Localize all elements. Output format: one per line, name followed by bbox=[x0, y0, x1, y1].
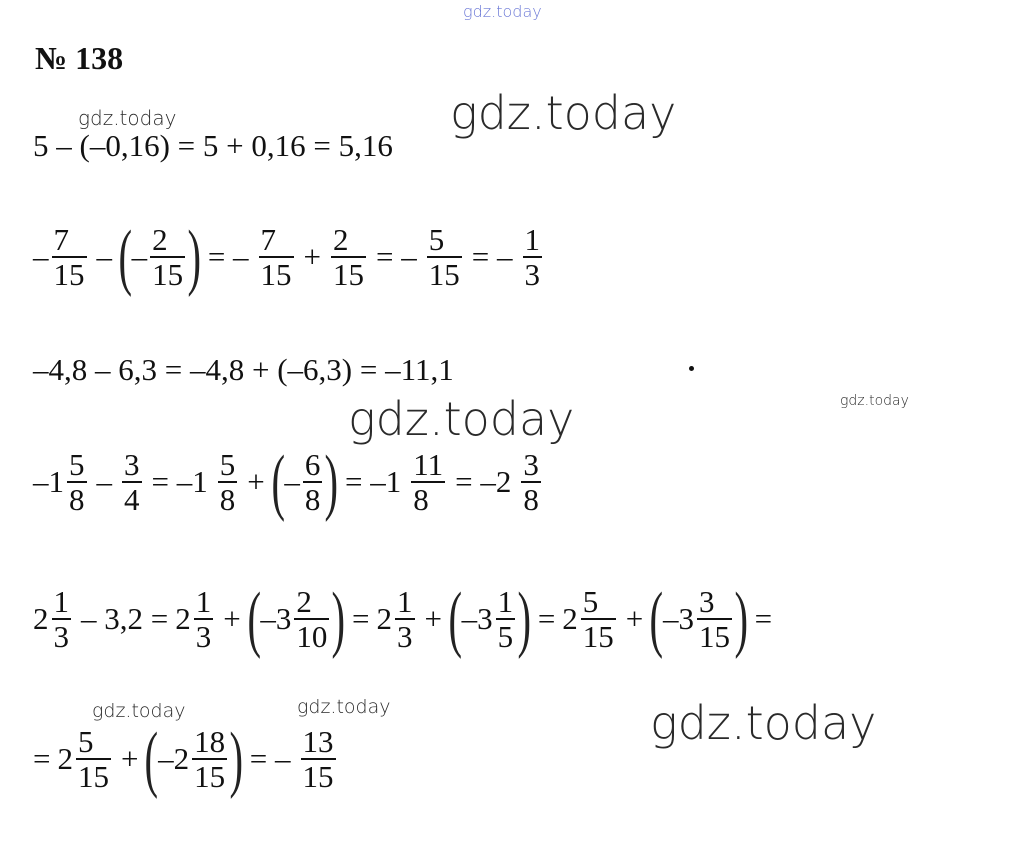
watermark-top: gdz.today bbox=[463, 2, 542, 21]
watermark-small: gdz.today bbox=[92, 700, 186, 722]
mixed-whole: –3 bbox=[260, 601, 292, 636]
watermark-large: gdz.today bbox=[650, 696, 877, 750]
fraction: $\frac{3}{4}$ bbox=[124, 446, 140, 517]
watermark-large: gdz.today bbox=[348, 392, 575, 446]
mixed-whole: –3 bbox=[662, 601, 694, 636]
minus-sign: – bbox=[33, 239, 49, 274]
fraction: $\frac{1}{3}$ bbox=[195, 583, 212, 654]
mixed-whole: 2 bbox=[376, 601, 393, 636]
left-paren: ( bbox=[649, 578, 664, 660]
left-paren: ( bbox=[145, 718, 159, 800]
equation-line-3 bbox=[33, 352, 454, 388]
fraction: $\frac{3}{15}$ bbox=[698, 583, 730, 654]
fraction: $\frac{2}{15}$ bbox=[333, 221, 365, 292]
equals-sign: = – bbox=[249, 741, 291, 776]
right-paren: ) bbox=[229, 718, 244, 800]
mixed-whole: 2 bbox=[562, 601, 578, 636]
equals-sign: = –1 bbox=[345, 464, 402, 499]
mixed-whole: 2 bbox=[175, 601, 191, 636]
plus-sign: + bbox=[303, 239, 322, 274]
equals-sign: = bbox=[33, 741, 51, 776]
watermark-tiny: gdz.today bbox=[840, 393, 909, 409]
equals-sign: = – bbox=[376, 239, 417, 274]
fraction: $\frac{18}{15}$ bbox=[194, 723, 226, 794]
watermark-large: gdz.today bbox=[450, 86, 677, 140]
fraction: $\frac{5}{8}$ bbox=[219, 446, 236, 517]
plus-sign: + bbox=[625, 601, 644, 636]
right-paren: ) bbox=[331, 578, 346, 660]
equation-line-4 bbox=[33, 441, 544, 523]
mixed-whole: –2 bbox=[158, 741, 190, 776]
minus-sign: – bbox=[131, 239, 148, 274]
expression-text: – 3,2 = bbox=[81, 601, 169, 636]
equation-line-2 bbox=[33, 216, 545, 298]
fraction: $\frac{1}{5}$ bbox=[497, 583, 514, 654]
fraction: $\frac{1}{3}$ bbox=[53, 583, 69, 654]
left-paren: ( bbox=[271, 441, 285, 523]
plus-sign: + bbox=[247, 464, 265, 499]
problem-number: № 138 bbox=[35, 40, 124, 76]
fraction: $\frac{7}{15}$ bbox=[53, 221, 85, 292]
equals-sign: = –1 bbox=[151, 464, 208, 499]
watermark-small: gdz.today bbox=[78, 106, 177, 130]
fraction: $\frac{6}{8}$ bbox=[304, 446, 321, 517]
fraction: $\frac{5}{15}$ bbox=[428, 221, 460, 292]
plus-sign: + bbox=[120, 741, 139, 776]
fraction: $\frac{2}{10}$ bbox=[296, 583, 328, 654]
right-paren: ) bbox=[734, 578, 749, 660]
mixed-whole: 2 bbox=[57, 741, 73, 776]
mixed-whole: –3 bbox=[461, 601, 493, 636]
equation-line-1 bbox=[33, 128, 393, 164]
fraction: $\frac{5}{15}$ bbox=[77, 723, 109, 794]
equation-line-6 bbox=[33, 718, 339, 800]
plus-sign: + bbox=[424, 601, 442, 636]
plus-sign: + bbox=[223, 601, 241, 636]
fraction: $\frac{1}{3}$ bbox=[397, 583, 413, 654]
fraction: $\frac{13}{15}$ bbox=[302, 723, 334, 794]
equals-sign: = bbox=[352, 601, 370, 636]
fraction: $\frac{2}{15}$ bbox=[152, 221, 184, 292]
fraction: $\frac{5}{15}$ bbox=[582, 583, 614, 654]
minus-sign: – bbox=[284, 464, 300, 499]
stray-dot bbox=[689, 366, 694, 371]
right-paren: ) bbox=[517, 578, 532, 660]
left-paren: ( bbox=[118, 216, 133, 298]
right-paren: ) bbox=[187, 216, 202, 298]
left-paren: ( bbox=[247, 578, 261, 660]
watermark-small: gdz.today bbox=[297, 696, 391, 718]
equals-sign: = bbox=[754, 601, 773, 636]
right-paren: ) bbox=[324, 441, 339, 523]
minus-sign: – bbox=[96, 464, 112, 499]
equation-text: –4,8 – 6,3 = –4,8 + (–6,3) = –11,1 bbox=[33, 352, 454, 387]
equation-text: 5 – (–0,16) = 5 + 0,16 = 5,16 bbox=[33, 128, 393, 163]
equation-line-5 bbox=[33, 578, 779, 660]
minus-sign: – bbox=[96, 239, 112, 274]
left-paren: ( bbox=[448, 578, 463, 660]
fraction: $\frac{7}{15}$ bbox=[260, 221, 292, 292]
mixed-whole: 2 bbox=[33, 601, 49, 636]
fraction: $\frac{11}{8}$ bbox=[413, 446, 444, 517]
equals-sign: = – bbox=[207, 239, 249, 274]
fraction: $\frac{3}{8}$ bbox=[523, 446, 539, 517]
equals-sign: = –2 bbox=[455, 464, 512, 499]
equals-sign: = bbox=[537, 601, 556, 636]
fraction: $\frac{1}{3}$ bbox=[524, 221, 540, 292]
equals-sign: = – bbox=[471, 239, 513, 274]
fraction: $\frac{5}{8}$ bbox=[69, 446, 85, 517]
mixed-whole: –1 bbox=[33, 464, 64, 499]
